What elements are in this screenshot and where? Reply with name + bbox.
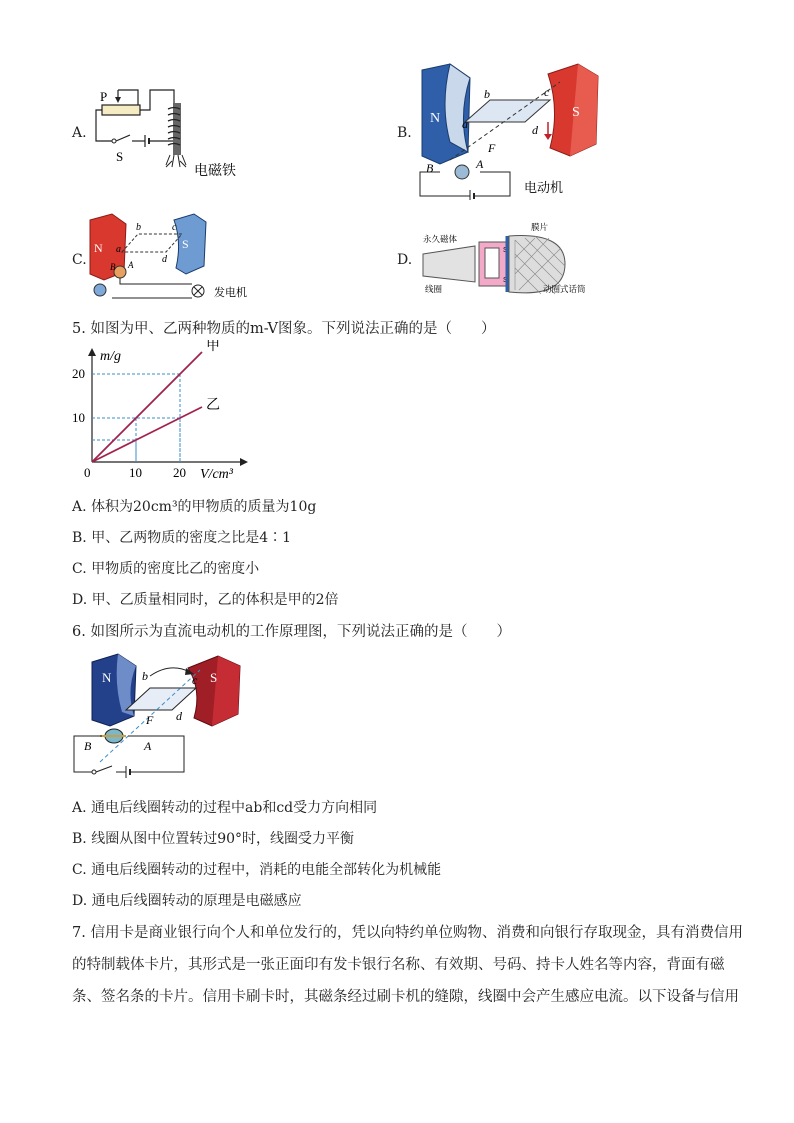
svg-text:膜片: 膜片 xyxy=(531,222,549,232)
x-tick-label: 10 xyxy=(129,465,142,480)
svg-text:d: d xyxy=(532,123,538,137)
y-axis-arrow xyxy=(88,348,96,356)
y-tick-label: 20 xyxy=(72,366,85,381)
svg-text:b: b xyxy=(484,87,490,101)
series-label-yi: 乙 xyxy=(206,398,220,413)
generator-diagram xyxy=(82,210,262,305)
mv-chart xyxy=(62,340,262,485)
q5-option-d[interactable]: D. 甲、乙质量相同时，乙的体积是甲的2倍 xyxy=(72,592,339,608)
magnet-s-label: S xyxy=(572,105,580,120)
svg-text:线圈: 线圈 xyxy=(425,284,443,294)
svg-text:a: a xyxy=(462,117,468,131)
magnet-n-label: N xyxy=(430,111,441,126)
svg-text:动圈式话筒: 动圈式话筒 xyxy=(543,284,586,294)
electromagnet-caption: 电磁铁 xyxy=(194,164,236,179)
x-tick-label: 0 xyxy=(84,465,91,480)
option-a-letter: A. xyxy=(72,125,87,141)
svg-text:永久磁体: 永久磁体 xyxy=(423,234,458,244)
svg-text:c: c xyxy=(172,222,177,233)
svg-text:S: S xyxy=(210,670,218,685)
q5-option-b[interactable]: B. 甲、乙两物质的密度之比是4∶1 xyxy=(72,530,292,546)
q7-line-1: 7. 信用卡是商业银行向个人和单位发行的，凭以向特约单位购物、消费和向银行存取现金，具有消费信用 xyxy=(72,925,743,941)
svg-text:B: B xyxy=(84,739,92,753)
svg-text:F: F xyxy=(146,713,154,727)
svg-text:b: b xyxy=(142,669,148,683)
svg-text:S: S xyxy=(503,247,508,254)
y-axis-label: m/g xyxy=(100,349,121,364)
svg-text:B: B xyxy=(110,262,116,272)
q7-line-2: 的特制载体卡片，其形式是一张正面印有发卡银行名称、有效期、号码、持卡人姓名等内容，背面有磁 xyxy=(72,957,725,973)
electromagnet-diagram xyxy=(90,85,260,185)
microphone-diagram xyxy=(415,218,615,300)
q6-option-a[interactable]: A. 通电后线圈转动的过程中ab和cd受力方向相同 xyxy=(72,800,378,816)
q7-line-3: 条、签名条的卡片。信用卡刷卡时，其磁条经过刷卡机的缝隙，线圈中会产生感应电流。以下设备与信用 xyxy=(72,989,739,1005)
q6-option-b[interactable]: B. 线圈从图中位置转过90°时，线圈受力平衡 xyxy=(72,831,355,847)
motor-caption: 电动机 xyxy=(524,180,564,195)
svg-text:F: F xyxy=(488,141,496,155)
rheostat-p-label: P xyxy=(100,89,108,104)
svg-text:c: c xyxy=(544,85,550,99)
q5-option-a[interactable]: A. 体积为20cm³的甲物质的质量为10g xyxy=(72,499,317,515)
series-line-yi xyxy=(92,407,202,462)
x-axis-label: V/cm³ xyxy=(200,467,233,482)
q5-option-c[interactable]: C. 甲物质的密度比乙的密度小 xyxy=(72,561,260,577)
svg-text:N: N xyxy=(94,241,103,255)
rheostat-body xyxy=(102,105,140,115)
dc-motor-diagram xyxy=(70,650,250,778)
svg-text:b: b xyxy=(136,222,141,233)
switch-s-label: S xyxy=(116,149,124,164)
svg-text:d: d xyxy=(176,709,182,723)
svg-text:d: d xyxy=(162,254,167,265)
svg-text:A: A xyxy=(128,260,134,270)
svg-text:B: B xyxy=(426,161,434,175)
svg-text:A: A xyxy=(476,157,484,171)
option-c-letter: C. xyxy=(72,252,87,268)
series-line-jia xyxy=(92,352,202,462)
y-tick-label: 10 xyxy=(72,410,85,425)
q6-stem: 6. 如图所示为直流电动机的工作原理图，下列说法正确的是（ ） xyxy=(72,624,511,640)
q6-option-c[interactable]: C. 通电后线圈转动的过程中，消耗的电能全部转化为机械能 xyxy=(72,862,442,878)
generator-caption: 发电机 xyxy=(214,287,247,299)
q6-option-d[interactable]: D. 通电后线圈转动的原理是电磁感应 xyxy=(72,893,302,909)
x-axis-arrow xyxy=(240,458,248,466)
svg-text:N: N xyxy=(102,670,112,685)
svg-text:a: a xyxy=(116,244,121,255)
svg-text:A: A xyxy=(144,739,152,753)
option-b-letter: B. xyxy=(397,125,412,141)
q5-stem: 5. 如图为甲、乙两种物质的m-V图象。下列说法正确的是（ ） xyxy=(72,321,496,337)
series-label-jia: 甲 xyxy=(206,340,220,354)
option-d-letter: D. xyxy=(397,252,413,268)
x-tick-label: 20 xyxy=(173,465,186,480)
svg-text:S: S xyxy=(503,277,508,284)
motor-diagram-b xyxy=(410,60,610,200)
svg-text:c: c xyxy=(192,673,198,687)
svg-text:S: S xyxy=(182,237,189,251)
